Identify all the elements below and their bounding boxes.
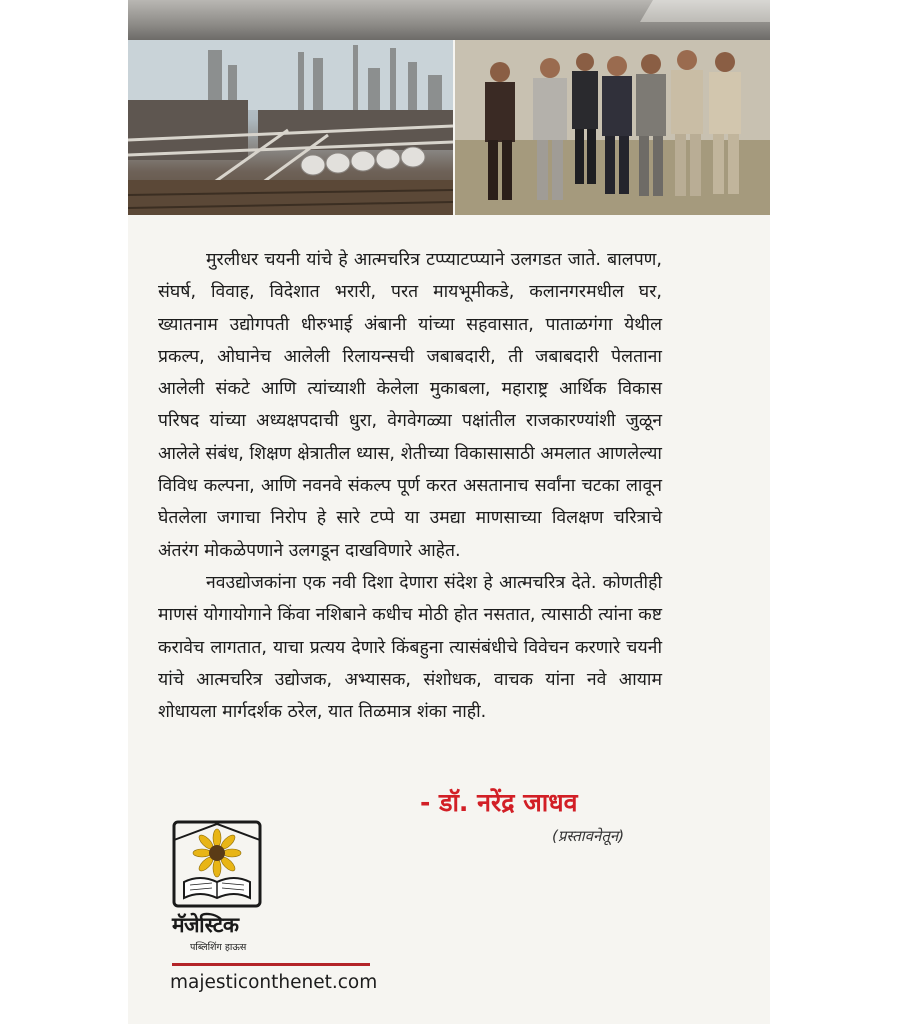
publisher-logo (172, 820, 266, 912)
top-shadow-strip (128, 0, 770, 40)
author-signature: - डॉ. नरेंद्र जाधव (420, 788, 578, 817)
publisher-website[interactable]: majesticonthenet.com (170, 972, 378, 993)
blurb-paragraph-1: मुरलीधर चयनी यांचे हे आत्मचरित्र टप्प्याटप्प्याने उलगडत जाते. बालपण, संघर्ष, विवाह, विदेशात भरारी, परत मायभूमीकडे, कलानगरमधील घर, ख्यातनाम उद्योगपती धीरुभाई अंबानी यांच्या सहवासात, पाताळगंगा येथील प्रकल्प, ओघानेच आलेली रिलायन्सची जबाबदारी, ती जबाबदारी पेलताना आलेली संकटे आणि त्यांच्याशी केलेला मुकाबला, महाराष्ट्र आर्थिक विकास परिषद यांच्या अध्यक्षपदाची धुरा, वेगवेगळ्या पक्षांतील राजकारण्यांशी जुळून आलेले संबंध, शिक्षण क्षेत्रातील ध्यास, शेतीच्या विकासासाठी अमलात आणलेल्या विविध कल्पना, आणि नवनवे संकल्प पूर्ण करत असतानाच सर्वांना चटका लावून घेतलेला जगाचा निरोप हे सारे टप्पे या उमद्या माणसाच्या विलक्षण चरित्राचे अंतरंग मोकळेपणाने उलगडून दाखविणारे आहेत. (158, 250, 662, 561)
blurb-paragraph-2: नवउद्योजकांना एक नवी दिशा देणारा संदेश हे आत्मचरित्र देते. कोणतीही माणसं योगायोगाने किंवा नशिबाने कधीच मोठी होत नसतात, त्यासाठी त्यांना कष्ट करावेच लागतात, याचा प्रत्यय देणारे किंबहुना त्यासंबंधीचे विवेचन करणारे चयनी यांचे आत्मचरित्र उद्योजक, अभ्यासक, संशोधक, वाचक यांना नवे आयाम शोधायला मार्गदर्शक ठरेल, यात तिळमात्र शंका नाही. (158, 572, 662, 723)
divider-rule (172, 963, 370, 966)
group-photo (455, 40, 770, 215)
refinery-photo (128, 40, 453, 215)
source-note: (प्रस्तावनेतून) (552, 827, 625, 845)
publisher-subtitle: पब्लिशिंग हाऊस (190, 942, 247, 953)
publisher-name: मॅजेस्टिक (172, 913, 239, 937)
back-cover (128, 0, 770, 1024)
blurb-text (158, 244, 662, 728)
sunflower-book-icon (172, 820, 262, 908)
